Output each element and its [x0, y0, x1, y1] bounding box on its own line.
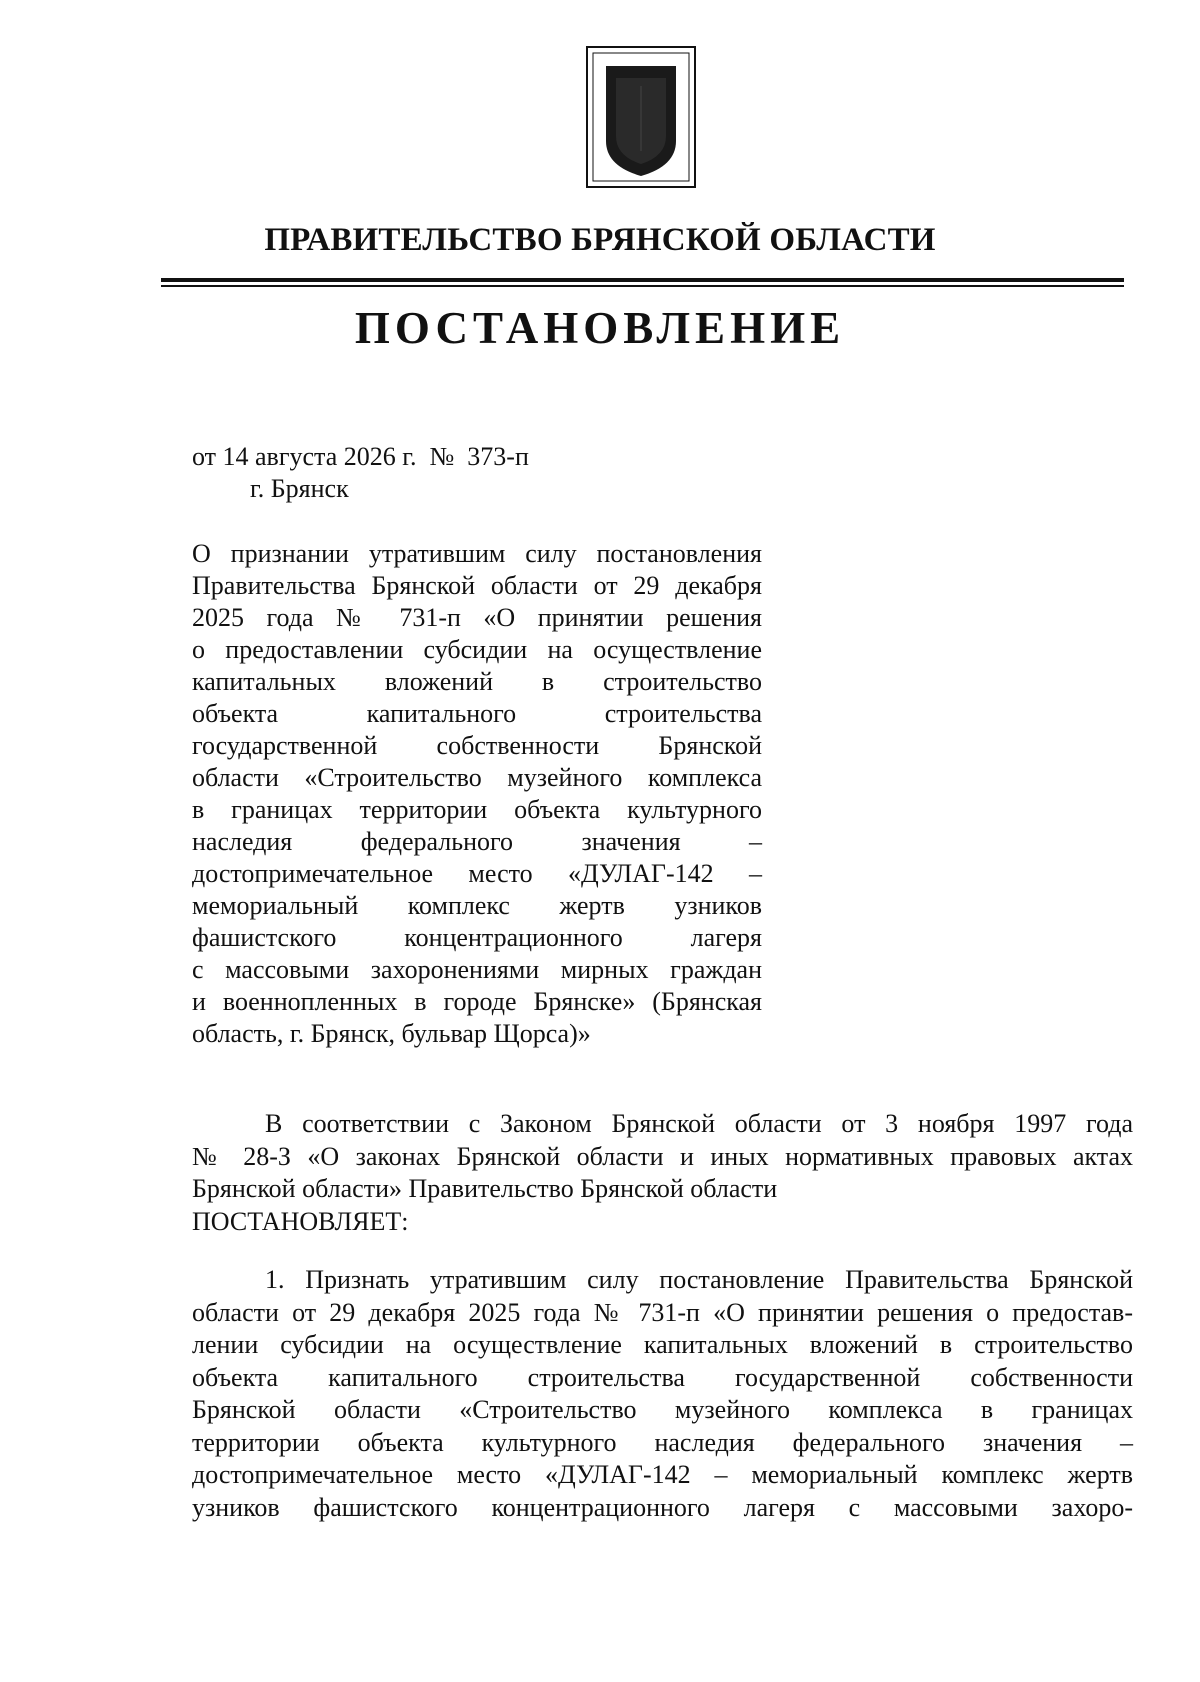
subject-line: о предоставлении субсидии на осуществление: [192, 635, 762, 664]
item-line: лении субсидии на осуществление капитальных вложений в строительство: [192, 1330, 1133, 1359]
item-line: Брянской области «Строительство музейного комплекса в границах: [192, 1395, 1133, 1424]
subject-line: О признании утратившим силу постановления: [192, 539, 762, 568]
item-line: области от 29 декабря 2025 года № 731-п «О принятии решения о предостав-: [192, 1297, 1133, 1327]
subject-line: и военнопленных в городе Брянске» (Брянская: [192, 987, 762, 1016]
subject-line: капитальных вложений в строительство: [192, 667, 762, 696]
subject-line: мемориальный комплекс жертв узников: [192, 891, 762, 920]
item-line: достопримечательное место «ДУЛАГ-142 – мемориальный комплекс жертв: [192, 1460, 1133, 1489]
preamble-line: № 28-З «О законах Брянской области и иных нормативных правовых актах: [192, 1141, 1133, 1171]
preamble-paragraph: [192, 1108, 1133, 1238]
subject-line: достопримечательное место «ДУЛАГ-142 –: [192, 859, 762, 888]
document-place: г. Брянск: [250, 474, 349, 503]
subject-line: наследия федерального значения –: [192, 827, 762, 856]
document-date-number: от 14 августа 2026 г. № 373-п: [192, 442, 529, 471]
subject-line: фашистского концентрационного лагеря: [192, 923, 762, 952]
subject-line: государственной собственности Брянской: [192, 731, 762, 760]
item-line: 1. Признать утратившим силу постановление Правительства Брянской: [265, 1265, 1133, 1294]
subject-line: Правительства Брянской области от 29 декабря: [192, 571, 762, 600]
subject-line: область, г. Брянск, бульвар Щорса)»: [192, 1019, 591, 1048]
organization-title: ПРАВИТЕЛЬСТВО БРЯНСКОЙ ОБЛАСТИ: [264, 222, 936, 258]
subject-line: с массовыми захоронениями мирных граждан: [192, 955, 762, 984]
resolves-heading: ПОСТАНОВЛЯЕТ:: [192, 1206, 409, 1236]
preamble-line: В соответствии с Законом Брянской области от 3 ноября 1997 года: [265, 1109, 1133, 1138]
subject-line: области «Строительство музейного комплекса: [192, 763, 762, 792]
item-line: территории объекта культурного наследия федерального значения –: [192, 1427, 1133, 1457]
preamble-line: Брянской области» Правительство Брянской области: [192, 1174, 778, 1203]
subject-line: в границах территории объекта культурного: [192, 795, 762, 824]
document-subject: [192, 538, 762, 1050]
header-rule-thin: [161, 285, 1124, 287]
subject-line: объекта капитального строительства: [192, 699, 762, 728]
subject-line: 2025 года № 731-п «О принятии решения: [192, 603, 762, 632]
header-rule-thick: [161, 278, 1124, 282]
item-line: узников фашистского концентрационного лагеря с массовыми захоро-: [192, 1492, 1133, 1522]
item-1-paragraph: [192, 1264, 1133, 1524]
item-line: объекта капитального строительства государственной собственности: [192, 1362, 1133, 1392]
coat-of-arms-emblem: [586, 46, 696, 188]
document-type-title: ПОСТАНОВЛЕНИЕ: [354, 303, 846, 353]
